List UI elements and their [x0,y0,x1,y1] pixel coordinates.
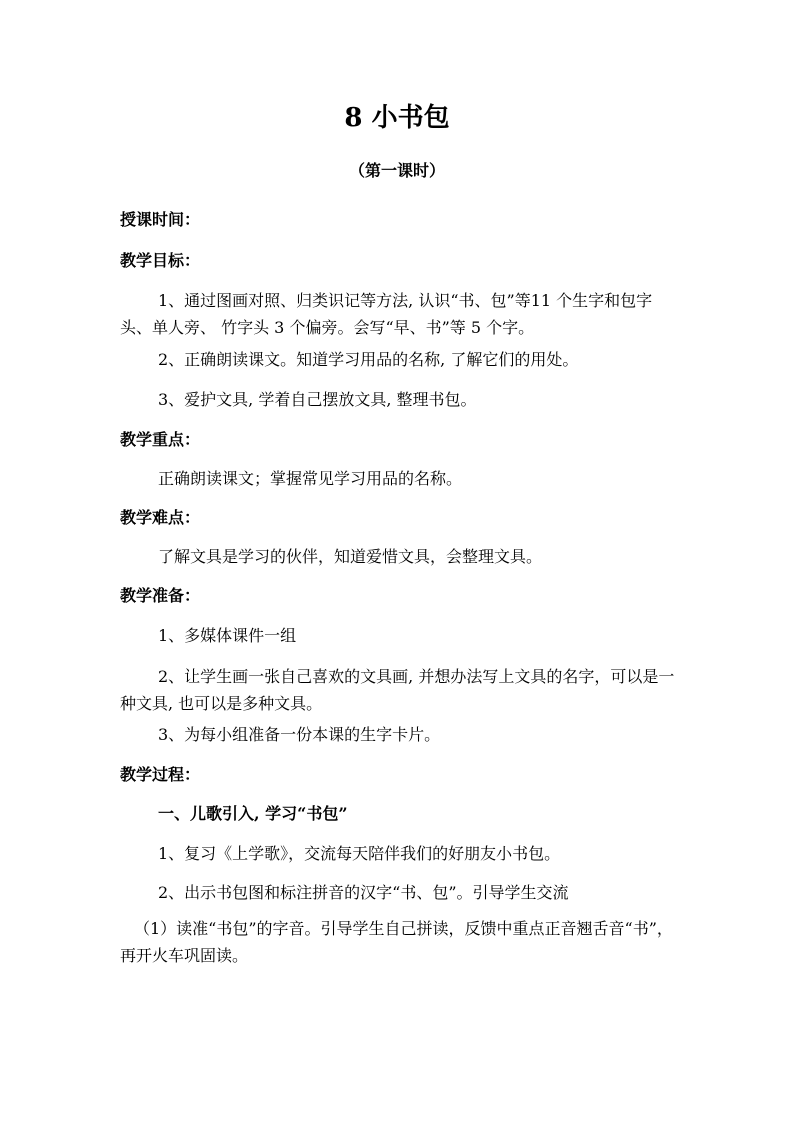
preparation-item: 2、让学生画一张自己喜欢的文具画, 并想办法写上文具的名字，可以是一种文具, 也可以是多种文具。 [120,667,675,713]
difficulties-text: 了解文具是学习的伙伴，知道爱惜文具，会整理文具。 [158,547,543,566]
key-points-text: 正确朗读课文；掌握常见学习用品的名称。 [158,469,463,488]
objective-item: 1、通过图画对照、归类识记等方法, 认识“书、包”等11 个生字和包字头、单人旁、 竹字头 3 个偏旁。会写“早、书”等 5 个字。 [120,291,653,337]
teaching-time-label: 授课时间： [120,210,201,229]
preparation-heading: 教学准备： [120,586,201,605]
process-step: 1、复习《上学歌》，交流每天陪伴我们的好朋友小书包。 [158,844,561,863]
objectives-heading: 教学目标： [120,251,201,270]
page-title: 8 小书包 [344,103,450,133]
preparation-item: 1、多媒体课件一组 [158,626,297,645]
process-heading: 教学过程： [120,765,201,784]
key-points-heading: 教学重点： [120,430,201,449]
page-subtitle: （第一课时） [348,161,445,180]
preparation-item: 3、为每小组准备一份本课的生字卡片。 [158,725,441,744]
difficulties-heading: 教学难点： [120,508,201,527]
objective-item: 3、爱护文具, 学着自己摆放文具, 整理书包。 [158,390,477,409]
process-substep: （1）读准“书包”的字音。引导学生自己拼读，反馈中重点正音翘舌音“书”，再开火车巩固读。 [120,919,673,965]
process-step: 2、出示书包图和标注拼音的汉字“书、包”。引导学生交流 [158,883,569,902]
objective-item: 2、正确朗读课文。知道学习用品的名称, 了解它们的用处。 [158,350,579,369]
process-section-heading: 一、儿歌引入, 学习“书包” [158,804,348,823]
